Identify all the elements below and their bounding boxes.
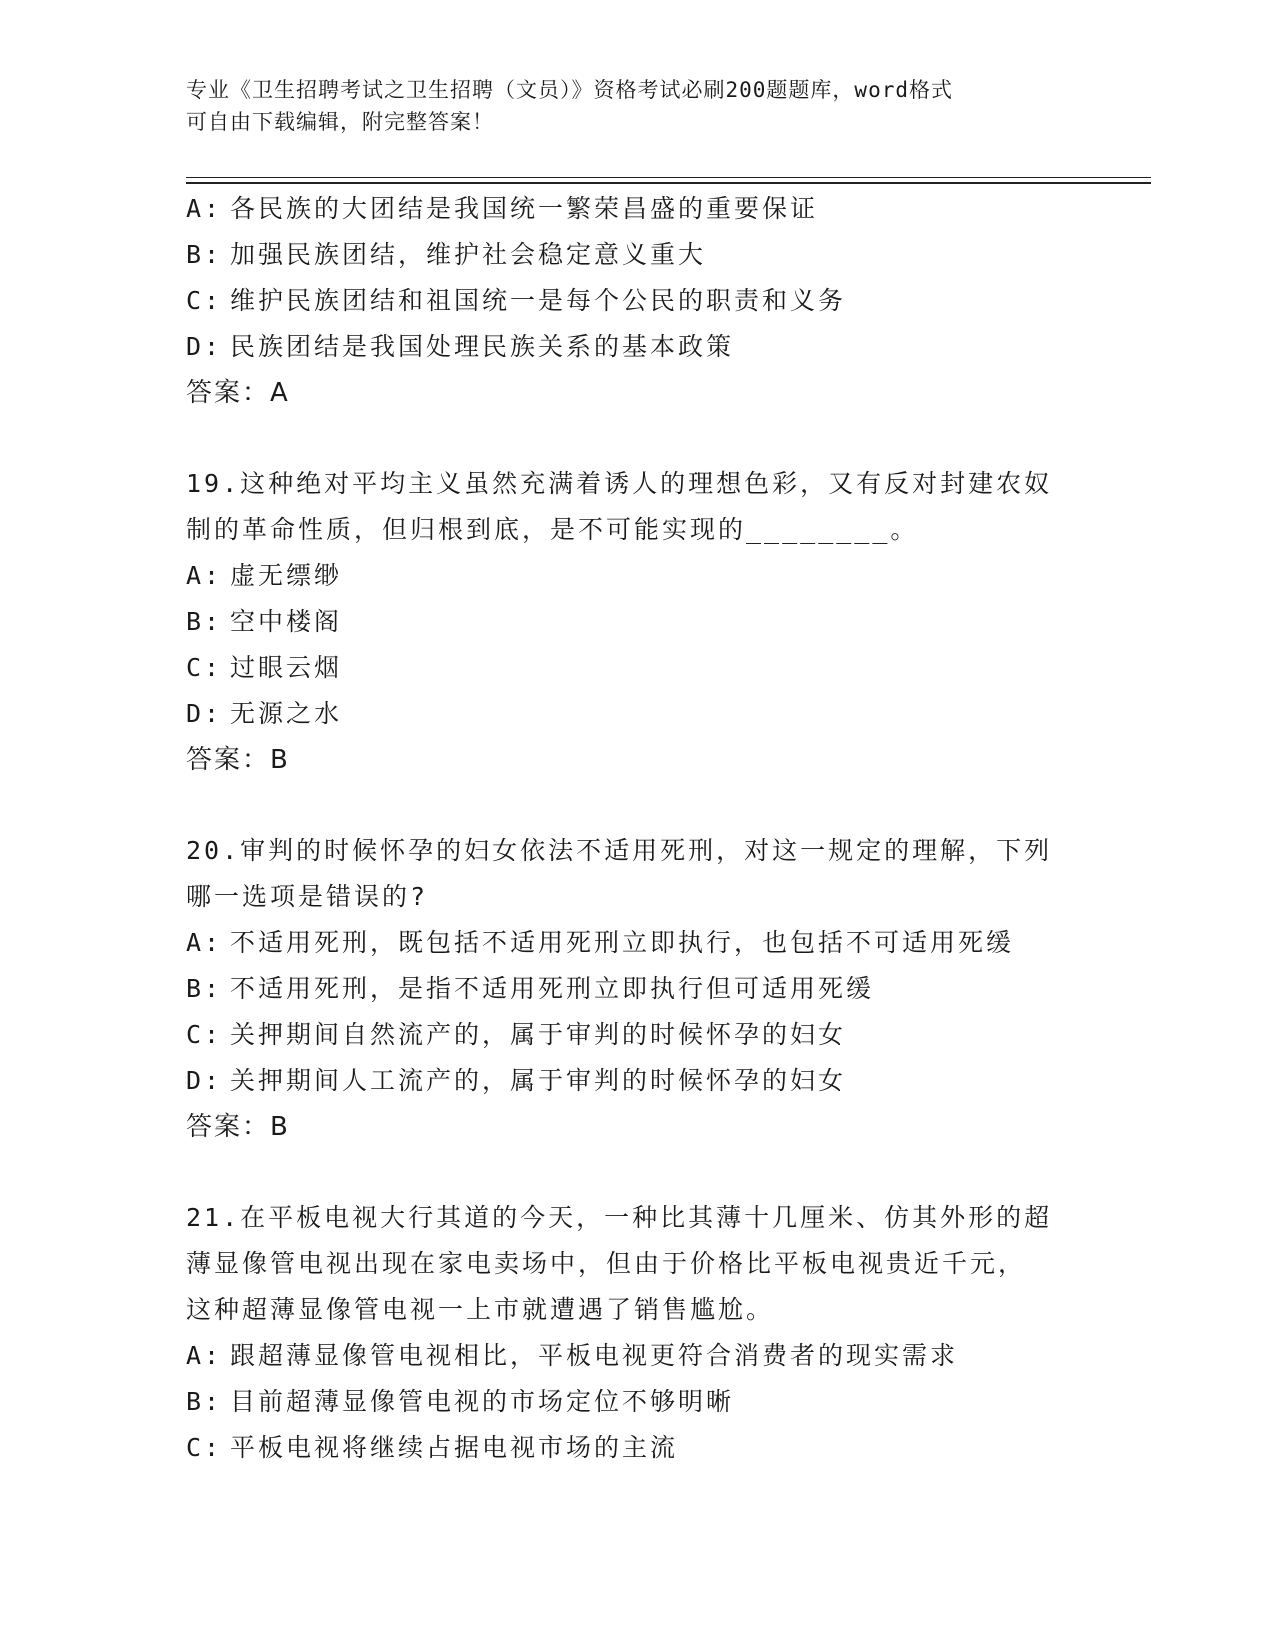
document-header <box>186 74 1066 138</box>
option-c <box>186 278 1066 324</box>
option-text: 维护民族团结和祖国统一是每个公民的职责和义务 <box>230 286 847 315</box>
header-divider-thin <box>186 177 1151 178</box>
option-d <box>186 1058 1066 1104</box>
option-text: 跟超薄显像管电视相比，平板电视更符合消费者的现实需求 <box>230 1341 959 1370</box>
option-text: 各民族的大团结是我国统一繁荣昌盛的重要保证 <box>230 194 819 223</box>
option-a <box>186 1333 1066 1379</box>
option-letter: B: <box>186 974 223 1003</box>
option-text: 平板电视将继续占据电视市场的主流 <box>230 1433 679 1462</box>
option-text: 加强民族团结，维护社会稳定意义重大 <box>230 240 707 269</box>
option-text: 关押期间人工流产的，属于审判的时候怀孕的妇女 <box>230 1066 847 1095</box>
option-d <box>186 324 1066 370</box>
question-text-line: 21.在平板电视大行其道的今天，一种比其薄十几厘米、仿其外形的超 <box>186 1203 1053 1232</box>
option-text: 不适用死刑，既包括不适用死刑立即执行，也包括不可适用死缓 <box>230 928 1015 957</box>
option-letter: A: <box>186 1341 223 1370</box>
option-b <box>186 232 1066 278</box>
question-text-line: 20.审判的时候怀孕的妇女依法不适用死刑，对这一规定的理解，下列 <box>186 836 1053 865</box>
question-20 <box>186 828 1066 1150</box>
option-letter: A: <box>186 928 223 957</box>
question-text-line: 19.这种绝对平均主义虽然充满着诱人的理想色彩，又有反对封建农奴 <box>186 469 1053 498</box>
option-text: 空中楼阁 <box>230 607 343 636</box>
question-text-line: 哪一选项是错误的? <box>186 882 429 911</box>
option-a <box>186 920 1066 966</box>
question-21 <box>186 1195 1066 1471</box>
option-letter: C: <box>186 286 223 315</box>
option-text: 过眼云烟 <box>230 653 343 682</box>
question-18 <box>186 186 1066 416</box>
option-d <box>186 691 1066 737</box>
option-c <box>186 1012 1066 1058</box>
header-title-line-2: 可自由下载编辑，附完整答案！ <box>186 110 494 134</box>
option-text: 关押期间自然流产的，属于审判的时候怀孕的妇女 <box>230 1020 847 1049</box>
option-c <box>186 645 1066 691</box>
option-letter: B: <box>186 240 223 269</box>
option-letter: D: <box>186 332 223 361</box>
option-letter: A: <box>186 561 223 590</box>
answer-line: 答案：B <box>186 1112 290 1142</box>
answer-line: 答案：B <box>186 745 290 775</box>
option-b <box>186 966 1066 1012</box>
option-text: 不适用死刑，是指不适用死刑立即执行但可适用死缓 <box>230 974 875 1003</box>
option-letter: D: <box>186 1066 223 1095</box>
option-letter: B: <box>186 1387 223 1416</box>
question-text-line: 制的革命性质，但归根到底，是不可能实现的________。 <box>186 515 919 544</box>
question-text-line: 这种超薄显像管电视一上市就遭遇了销售尴尬。 <box>186 1295 775 1324</box>
document-body <box>186 186 1066 1471</box>
option-b <box>186 1379 1066 1425</box>
question-19 <box>186 461 1066 783</box>
question-text-line: 薄显像管电视出现在家电卖场中，但由于价格比平板电视贵近千元， <box>186 1249 1027 1278</box>
option-letter: A: <box>186 194 223 223</box>
spacer <box>186 783 1066 828</box>
header-title-line-1: 专业《卫生招聘考试之卫生招聘（文员）》资格考试必刷200题题库，word格式 <box>186 78 953 102</box>
option-text: 无源之水 <box>230 699 343 728</box>
option-text: 虚无缥缈 <box>230 561 343 590</box>
option-letter: C: <box>186 1433 223 1462</box>
spacer <box>186 1150 1066 1195</box>
answer-line: 答案：A <box>186 378 290 408</box>
option-letter: C: <box>186 1020 223 1049</box>
option-a <box>186 186 1066 232</box>
option-b <box>186 599 1066 645</box>
option-letter: D: <box>186 699 223 728</box>
header-divider-thick <box>186 182 1151 184</box>
option-c <box>186 1425 1066 1471</box>
option-letter: C: <box>186 653 223 682</box>
spacer <box>186 416 1066 461</box>
option-text: 目前超薄显像管电视的市场定位不够明晰 <box>230 1387 735 1416</box>
option-text: 民族团结是我国处理民族关系的基本政策 <box>230 332 735 361</box>
option-a <box>186 553 1066 599</box>
option-letter: B: <box>186 607 223 636</box>
